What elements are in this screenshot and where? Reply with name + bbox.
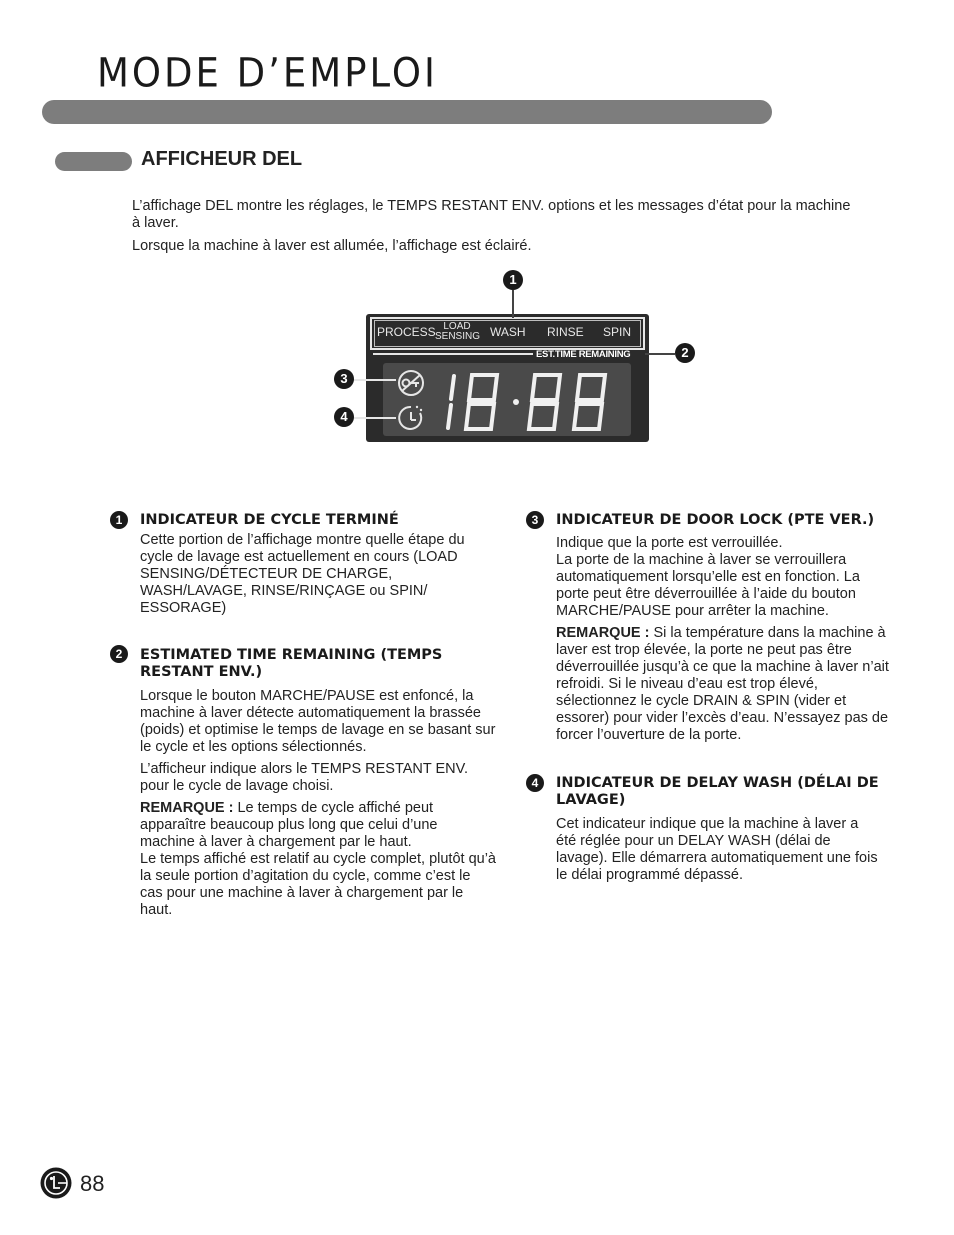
stage-load-sensing: [435, 322, 479, 342]
page-number: 88: [80, 1171, 105, 1196]
est-time-underline: [373, 353, 533, 355]
item-3: [556, 512, 896, 744]
item-4-text: Cet indicateur indique que la machine à laver a été réglée pour un DELAY WASH (délai de lavage). Elle démarrera automatiquement une fois le délai programmé dépassé.: [556, 816, 878, 883]
intro-paragraph-1: L’affichage DEL montre les réglages, le TEMPS RESTANT ENV. options et les messages d’état pour la machine à laver.: [132, 198, 851, 231]
callout-4: 4: [334, 407, 354, 427]
item-1-title: INDICATEUR DE CYCLE TERMINÉ: [140, 512, 399, 528]
stage-wash: WASH: [490, 325, 526, 339]
item-3-text-2: La porte de la machine à laver se verrouillera automatiquement lorsqu’elle est en fonction. La porte peut être déverrouillée à l’aide du bouton MARCHE/PAUSE pour arrêter la machine.: [556, 552, 860, 619]
door-lock-icon: [396, 369, 426, 397]
callout-1-leader: [512, 290, 514, 318]
est-time-label: EST.TIME REMAINING: [536, 349, 631, 360]
item-2-text-2: L’afficheur indique alors le TEMPS RESTANT ENV. pour le cycle de lavage choisi.: [140, 761, 469, 794]
stage-load-line1: LOAD: [443, 321, 471, 332]
item-3-note-text: Si la température dans la machine à laver est trop élevée, la porte ne peut pas être déverrouillée jusqu’à ce que la machine à laver n’ait refroidi. Si le niveau d’eau est trop élevé, sélectionnez le cycle DRAIN & SPIN (vider et essorer) pour vider l’excès d’eau. N’essayez pas de forcer l’ouverture de la porte.: [556, 625, 889, 743]
callout-1: 1: [503, 270, 523, 290]
delay-wash-clock-icon: [396, 403, 426, 433]
callout-2-leader: [645, 353, 675, 355]
item-2-note-text: Le temps de cycle affiché peut apparaître beaucoup plus long que celui d’une machine à laver à chargement par le haut.: [140, 800, 438, 850]
callout-3-leader: [354, 379, 396, 381]
stage-load-line2: SENSING: [435, 331, 481, 342]
item-2-note: [140, 800, 496, 851]
stage-process: PROCESS: [377, 325, 436, 339]
item-4-badge: 4: [526, 774, 544, 792]
stage-spin: SPIN: [603, 325, 632, 339]
callout-2: 2: [675, 343, 695, 363]
item-3-text-1: Indique que la porte est verrouillée.: [556, 535, 783, 551]
title-bar: [42, 100, 772, 124]
intro-paragraph-2: Lorsque la machine à laver est allumée, l’affichage est éclairé.: [132, 238, 532, 254]
stage-rinse: RINSE: [547, 325, 584, 339]
lg-logo-icon: [40, 1167, 72, 1199]
page-title: MODE D’EMPLOI: [97, 50, 438, 97]
item-2-note-label: REMARQUE :: [140, 800, 234, 816]
item-2: [140, 647, 496, 919]
item-2-text-1: Lorsque le bouton MARCHE/PAUSE est enfoncé, la machine à laver détecte automatiquement la brassée (poids) et optimise le temps de lavage en se basant sur le cycle et les options sélectionnés.: [140, 688, 496, 755]
section-title: AFFICHEUR DEL: [141, 148, 303, 170]
item-2-note-2: Le temps affiché est relatif au cycle complet, plutôt qu’à la seule portion d’agitation du cycle, comme c’est le cas pour une machine à laver à chargement par le haut.: [140, 851, 496, 918]
item-2-badge: 2: [110, 645, 128, 663]
item-1-text: Cette portion de l’affichage montre quelle étape du cycle de lavage est actuellement en cours (LOAD SENSING/DÉTECTEUR DE CHARGE, WASH/LAVAGE, RINSE/RINÇAGE ou SPIN/ ESSORAGE): [140, 532, 465, 616]
item-3-title: INDICATEUR DE DOOR LOCK (PTE VER.): [556, 512, 875, 528]
item-4-title: INDICATEUR DE DELAY WASH (DÉLAI DE LAVAGE): [556, 775, 879, 808]
item-4: [556, 775, 881, 884]
item-3-note: [556, 625, 896, 744]
item-3-badge: 3: [526, 511, 544, 529]
callout-3: 3: [334, 369, 354, 389]
callout-4-leader: [354, 417, 396, 419]
item-2-title: ESTIMATED TIME REMAINING (TEMPS RESTANT ENV.): [140, 647, 443, 680]
item-1: [140, 512, 492, 617]
item-1-badge: 1: [110, 511, 128, 529]
seven-segment-digits: [440, 370, 620, 434]
item-3-note-label: REMARQUE :: [556, 625, 650, 641]
section-pill: [55, 152, 132, 171]
